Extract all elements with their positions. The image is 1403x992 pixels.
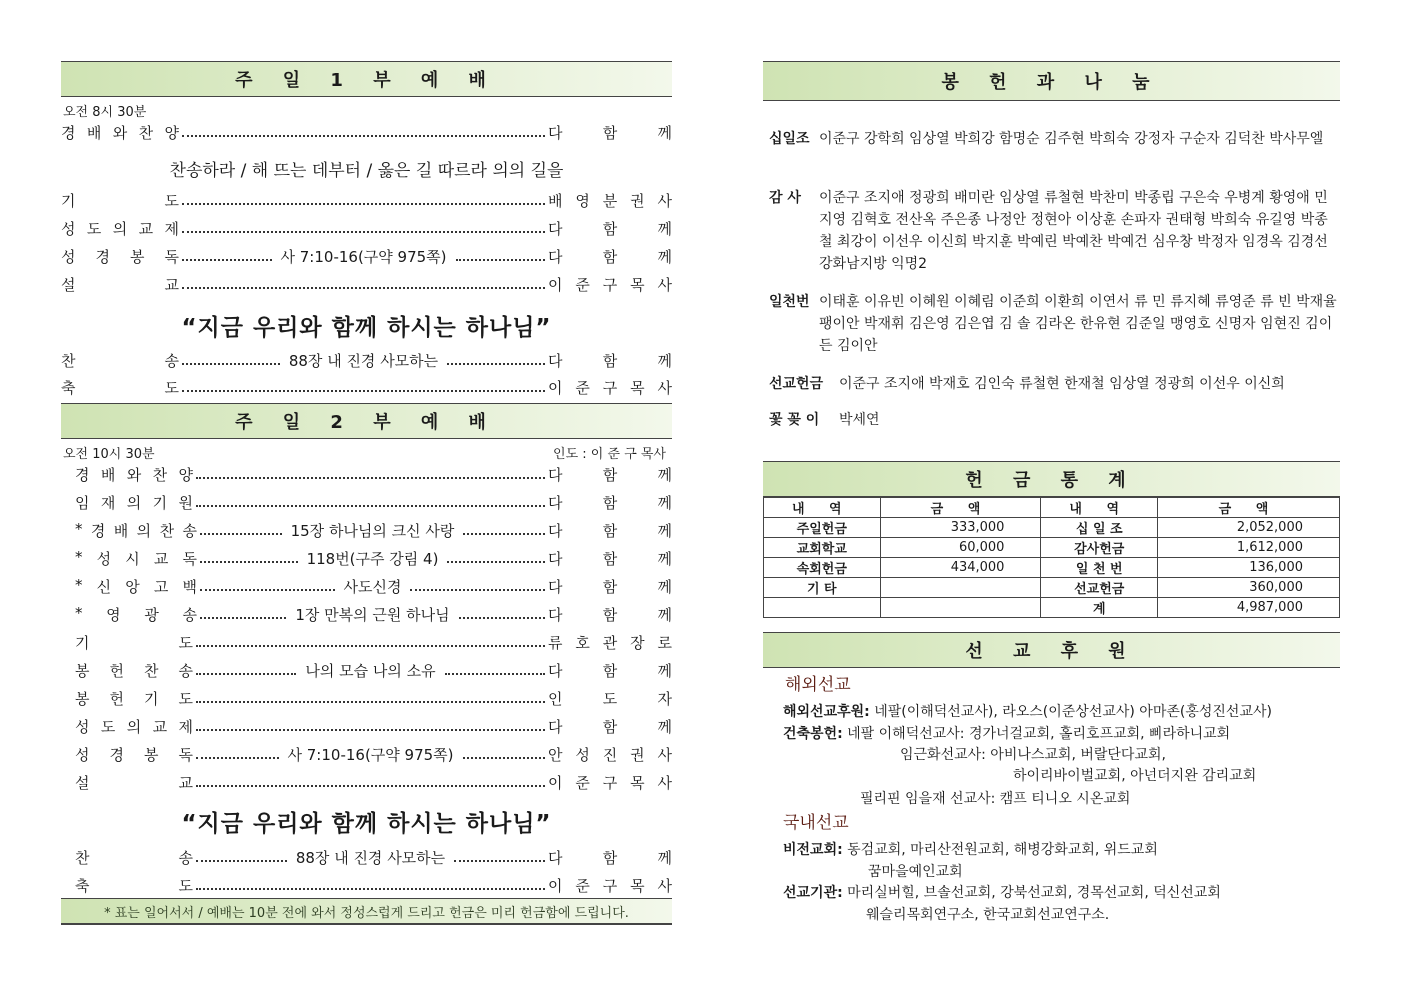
order-person: 이 준 구 목 사 <box>548 275 672 294</box>
order-label: 설 교 <box>61 275 179 294</box>
offering-names: 이태훈 이유빈 이혜원 이혜림 이준희 이환희 이연서 류 민 류지혜 류영준 류 빈 박재율 팽이안 박재휘 김은영 김은엽 김 솔 김라온 한유현 김준일 맹영호 신명자 임현진 김이든 김이안 <box>819 294 1337 354</box>
dot-leader <box>182 287 545 289</box>
order-detail: 15장 하나님의 크신 사랑 <box>290 521 455 540</box>
agency-text-2: 웨슬리목회연구소, 한국교회선교연구소. <box>866 907 1110 923</box>
table-header: 금 액 <box>1158 498 1340 518</box>
offering-label: 십일조 <box>769 131 810 147</box>
order-item <box>75 686 672 710</box>
dot-leader <box>182 363 280 365</box>
stat-category: 선교헌금 <box>1041 578 1158 598</box>
agency-label: 선교기관: <box>783 885 843 901</box>
order-person: 이 준 구 목 사 <box>548 773 672 792</box>
order-label: 기 도 <box>75 633 193 652</box>
stat-category: 속회헌금 <box>764 558 881 578</box>
mission-title: 선 교 후 원 <box>763 632 1340 668</box>
order-item <box>75 462 672 486</box>
order-detail: 사 7:10-16(구약 975쪽) <box>280 247 447 266</box>
stats-body <box>764 518 1340 618</box>
service-note: * 표는 일어서서 / 예배는 10분 전에 와서 정성스럽게 드리고 헌금은 미리 헌금함에 드립니다. <box>61 898 672 925</box>
stat-amount: 434,000 <box>880 558 1041 578</box>
order-label: * 영 광 송 <box>75 603 197 624</box>
order-item <box>75 602 672 626</box>
stat-amount <box>880 578 1041 598</box>
stat-category: 주일헌금 <box>764 518 881 538</box>
stat-amount <box>880 598 1041 618</box>
order-item <box>75 574 672 598</box>
order-detail: 사도신경 <box>343 577 402 596</box>
stat-category: 계 <box>1041 598 1158 618</box>
stat-amount: 360,000 <box>1158 578 1340 598</box>
order-label: * 경 배 의 찬 송 <box>75 519 197 540</box>
order-label: 성 도 의 교 제 <box>75 717 193 736</box>
order-person: 인 도 자 <box>548 689 672 708</box>
dot-leader <box>447 561 545 563</box>
dot-leader <box>196 729 545 731</box>
table-header: 내 역 <box>1041 498 1158 518</box>
offering-label: 감 사 <box>769 190 801 206</box>
overseas-support <box>783 701 1272 721</box>
order-label: 찬 송 <box>75 848 193 867</box>
stat-category: 일 천 번 <box>1041 558 1158 578</box>
order-label: 찬 송 <box>61 351 179 370</box>
order-item <box>75 742 672 766</box>
dot-leader <box>459 617 545 619</box>
offering-tithe <box>769 128 1340 150</box>
dot-leader <box>182 203 545 205</box>
dot-leader <box>182 135 545 137</box>
table-row <box>764 558 1340 578</box>
offering-label: 꽃 꽂 이 <box>769 412 820 428</box>
order-item <box>75 658 672 682</box>
building-text: 네팔 이해덕선교사: 경가너걸교회, 홀리호프교회, 삐라하니교회 <box>847 726 1231 742</box>
order-person: 이 준 구 목 사 <box>548 876 672 895</box>
order-item <box>75 714 672 738</box>
table-header: 금 액 <box>880 498 1041 518</box>
order-item <box>61 348 672 372</box>
domestic-mission-title: 국내선교 <box>783 813 849 833</box>
service1-title: 주 일 1 부 예 배 <box>61 61 672 97</box>
dot-leader <box>456 259 546 261</box>
dot-leader <box>196 785 545 787</box>
stat-category <box>764 598 881 618</box>
vision-churches <box>783 839 1158 859</box>
order-detail: 118번(구주 강림 4) <box>306 549 439 568</box>
stat-amount: 136,000 <box>1158 558 1340 578</box>
order-label: 성 도 의 교 제 <box>61 219 179 238</box>
dot-leader <box>196 673 296 675</box>
order-label: 설 교 <box>75 773 193 792</box>
dot-leader <box>182 231 545 233</box>
dot-leader <box>196 757 279 759</box>
offering-title: 봉 헌 과 나 눔 <box>763 61 1340 101</box>
order-item <box>75 873 672 897</box>
service1-time: 오전 8시 30분 <box>63 105 147 120</box>
order-item <box>75 630 672 654</box>
order-person: 다 함 께 <box>548 493 672 512</box>
order-person: 다 함 께 <box>548 247 673 266</box>
order-item <box>61 216 672 240</box>
dot-leader <box>196 860 287 862</box>
service2-sermon-title: “지금 우리와 함께 하시는 하나님” <box>181 811 552 837</box>
order-label: 축 도 <box>75 876 193 895</box>
order-label: 임 재 의 기 원 <box>75 493 193 512</box>
order-person: 다 함 께 <box>548 521 672 540</box>
stat-amount: 60,000 <box>880 538 1041 558</box>
stats-title: 헌 금 통 계 <box>763 461 1340 497</box>
dot-leader <box>196 645 545 647</box>
order-label: 성 경 봉 독 <box>75 745 193 764</box>
order-detail: 사 7:10-16(구약 975쪽) <box>287 745 454 764</box>
offering-stats-table <box>763 497 1340 618</box>
overseas-mission-title: 해외선교 <box>785 675 851 695</box>
table-row <box>764 518 1340 538</box>
dot-leader <box>196 477 545 479</box>
offering-mission <box>769 373 1340 395</box>
stat-category: 감사헌금 <box>1041 538 1158 558</box>
mission-agencies <box>783 882 1221 902</box>
order-label: 성 경 봉 독 <box>61 247 179 266</box>
order-person: 다 함 께 <box>548 848 672 867</box>
stat-amount: 4,987,000 <box>1158 598 1340 618</box>
order-item <box>61 120 672 144</box>
stat-amount: 2,052,000 <box>1158 518 1340 538</box>
order-detail: 나의 모습 나의 소유 <box>305 661 436 680</box>
order-label: 봉 헌 기 도 <box>75 689 193 708</box>
order-item <box>75 490 672 514</box>
order-person: 다 함 께 <box>548 661 673 680</box>
order-label: 경 배 와 찬 양 <box>61 123 179 142</box>
order-label: * 신 앙 고 백 <box>75 575 197 596</box>
dot-leader <box>196 888 545 890</box>
agency-text: 마리실버힐, 브솔선교회, 강북선교회, 경목선교회, 덕신선교회 <box>847 885 1221 901</box>
dot-leader <box>200 589 335 591</box>
dot-leader <box>463 757 546 759</box>
building-text-2: 임근화선교사: 아비나스교회, 버랄단다교회, <box>900 747 1166 763</box>
order-item <box>61 375 672 399</box>
stat-category: 기 타 <box>764 578 881 598</box>
order-item <box>75 518 672 542</box>
order-label: 봉 헌 찬 송 <box>75 661 193 680</box>
vision-text: 동검교회, 마리산전원교회, 해병강화교회, 위드교회 <box>847 842 1158 858</box>
order-detail: 88장 내 진경 사모하는 <box>288 351 439 370</box>
offering-names: 이준구 조지애 박재호 김인숙 류철현 한재철 임상열 정광희 이선우 이신희 <box>839 376 1285 392</box>
stat-category: 십 일 조 <box>1041 518 1158 538</box>
offering-thanks <box>769 187 1340 275</box>
order-person: 다 함 께 <box>548 351 672 370</box>
order-person: 류 호 관 장 로 <box>548 633 672 652</box>
service2-leader: 인도 : 이 준 구 목사 <box>553 447 666 462</box>
building-text-3: 하이리바이벌교회, 아넌더지완 감리교회 <box>1013 768 1257 784</box>
order-item <box>61 272 672 296</box>
order-label: 경 배 와 찬 양 <box>75 465 193 484</box>
service1-sermon-title: “지금 우리와 함께 하시는 하나님” <box>181 315 552 341</box>
dot-leader <box>182 259 272 261</box>
offering-names: 이준구 조지애 정광희 배미란 임상열 류철현 박찬미 박종립 구은숙 우병계 황영애 민지영 김혁호 전산옥 주은종 나정안 정현아 이상훈 손파자 권태형 박희숙 유길영 박종철 최강이 이선우 이신희 박지훈 박예린 박예찬 박예건 심우창 박정자 임경옥 김경선 강화남지방 익명2 <box>819 190 1328 272</box>
order-person: 다 함 께 <box>548 577 672 596</box>
order-person: 다 함 께 <box>548 605 673 624</box>
order-label: * 성 시 교 독 <box>75 547 197 568</box>
dot-leader <box>454 860 545 862</box>
stat-category: 교회학교 <box>764 538 881 558</box>
philippines-mission: 필리핀 임을재 선교사: 캠프 티니오 시온교회 <box>860 791 1131 807</box>
order-detail: 88장 내 진경 사모하는 <box>295 848 446 867</box>
order-item <box>61 244 672 268</box>
overseas-support-label: 해외선교후원: <box>783 704 870 720</box>
service2-time: 오전 10시 30분 <box>63 447 155 462</box>
offering-flowers <box>769 409 1340 431</box>
dot-leader <box>182 390 545 392</box>
order-person: 다 함 께 <box>548 123 672 142</box>
offering-label: 일천번 <box>769 294 810 310</box>
order-detail: 1장 만복의 근원 하나님 <box>295 605 450 624</box>
building-offering <box>783 723 1230 743</box>
order-person: 다 함 께 <box>548 717 672 736</box>
dot-leader <box>196 701 545 703</box>
dot-leader <box>200 561 298 563</box>
order-person: 배 영 분 권 사 <box>548 191 672 210</box>
vision-label: 비전교회: <box>783 842 843 858</box>
offering-label: 선교헌금 <box>769 376 824 392</box>
order-person: 이 준 구 목 사 <box>548 378 672 397</box>
offering-names: 박세연 <box>839 412 880 428</box>
table-header-row <box>764 498 1340 518</box>
service1-songs: 찬송하라 / 해 뜨는 데부터 / 옳은 길 따르라 의의 길을 <box>169 161 564 181</box>
dot-leader <box>200 617 286 619</box>
vision-text-2: 꿈마을예인교회 <box>868 864 963 880</box>
order-person: 다 함 께 <box>548 219 672 238</box>
service2-title: 주 일 2 부 예 배 <box>61 403 672 439</box>
order-person: 안 성 진 권 사 <box>548 745 673 764</box>
dot-leader <box>410 589 545 591</box>
offering-thousand <box>769 291 1340 357</box>
order-label: 축 도 <box>61 378 179 397</box>
stat-amount: 333,000 <box>880 518 1041 538</box>
table-row <box>764 538 1340 558</box>
dot-leader <box>200 533 282 535</box>
building-label: 건축봉헌: <box>783 726 843 742</box>
order-item <box>75 770 672 794</box>
order-item <box>75 845 672 869</box>
order-item <box>61 188 672 212</box>
table-header: 내 역 <box>764 498 881 518</box>
order-item <box>75 546 672 570</box>
table-row <box>764 578 1340 598</box>
table-row <box>764 598 1340 618</box>
stat-amount: 1,612,000 <box>1158 538 1340 558</box>
dot-leader <box>447 363 545 365</box>
order-person: 다 함 께 <box>548 465 672 484</box>
dot-leader <box>196 505 545 507</box>
dot-leader <box>445 673 545 675</box>
overseas-support-text: 네팔(이해덕선교사), 라오스(이준상선교사) 아마존(홍성진선교사) <box>874 704 1272 720</box>
dot-leader <box>463 533 545 535</box>
order-label: 기 도 <box>61 191 179 210</box>
order-person: 다 함 께 <box>548 549 672 568</box>
offering-names: 이준구 강학희 임상열 박희강 함명순 김주현 박희숙 강정자 구순자 김덕찬 박사무엘 <box>819 131 1324 147</box>
